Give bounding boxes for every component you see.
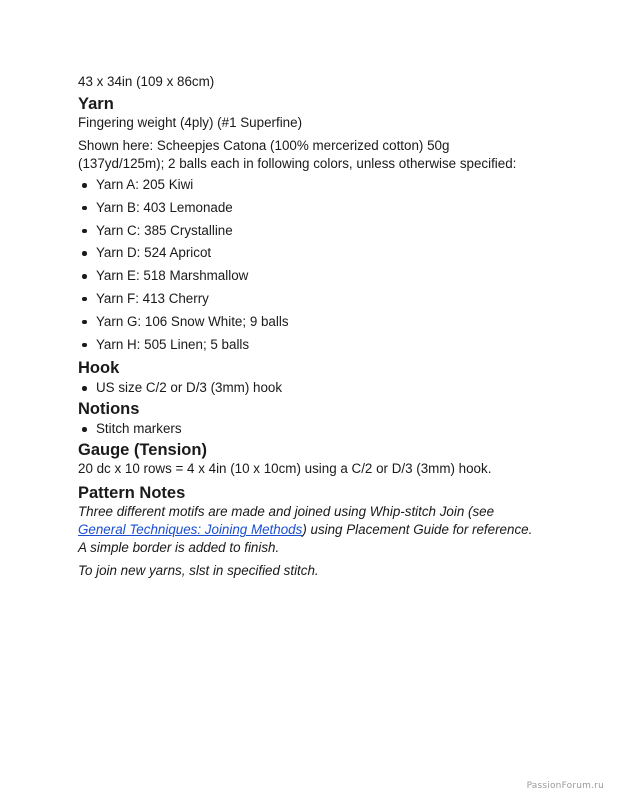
gauge-text: 20 dc x 10 rows = 4 x 4in (10 x 10cm) using a C/2 or D/3 (3mm) hook. <box>78 461 492 477</box>
yarn-item-b: Yarn B: 403 Lemonade <box>78 199 538 217</box>
yarn-item-a: Yarn A: 205 Kiwi <box>78 176 538 194</box>
yarn-item-g: Yarn G: 106 Snow White; 9 balls <box>78 313 538 331</box>
notions-list <box>78 420 538 438</box>
hook-item: US size C/2 or D/3 (3mm) hook <box>78 379 538 397</box>
yarn-heading: Yarn <box>78 95 114 113</box>
notions-item: Stitch markers <box>78 420 538 438</box>
yarn-item-e: Yarn E: 518 Marshmallow <box>78 267 538 285</box>
document-page <box>78 73 538 580</box>
yarn-item-c: Yarn C: 385 Crystalline <box>78 222 538 240</box>
yarn-shown-here: Shown here: Scheepjes Catona (100% mercerized cotton) 50g (137yd/125m); 2 balls each in following colors, unless otherwise specified: <box>78 138 517 171</box>
watermark: PassionForum.ru <box>526 781 604 791</box>
join-new-yarns-note: To join new yarns, slst in specified stitch. <box>78 563 319 579</box>
pattern-notes-text-before: Three different motifs are made and joined using Whip-stitch Join (see <box>78 504 495 520</box>
finished-size: 43 x 34in (109 x 86cm) <box>78 74 215 89</box>
yarn-list <box>78 176 538 354</box>
yarn-item-d: Yarn D: 524 Apricot <box>78 244 538 262</box>
gauge-heading: Gauge (Tension) <box>78 441 207 460</box>
hook-list <box>78 379 538 397</box>
hook-heading: Hook <box>78 359 120 378</box>
pattern-notes-text <box>78 503 538 557</box>
pattern-notes-heading: Pattern Notes <box>78 484 186 503</box>
pattern-notes-text-after: ) using Placement Guide for reference. A simple border is added to finish. <box>78 522 533 556</box>
yarn-weight: Fingering weight (4ply) (#1 Superfine) <box>78 115 303 130</box>
yarn-item-f: Yarn F: 413 Cherry <box>78 290 538 308</box>
notions-heading: Notions <box>78 400 140 419</box>
joining-methods-link[interactable]: General Techniques: Joining Methods <box>78 522 303 538</box>
yarn-item-h: Yarn H: 505 Linen; 5 balls <box>78 336 538 354</box>
